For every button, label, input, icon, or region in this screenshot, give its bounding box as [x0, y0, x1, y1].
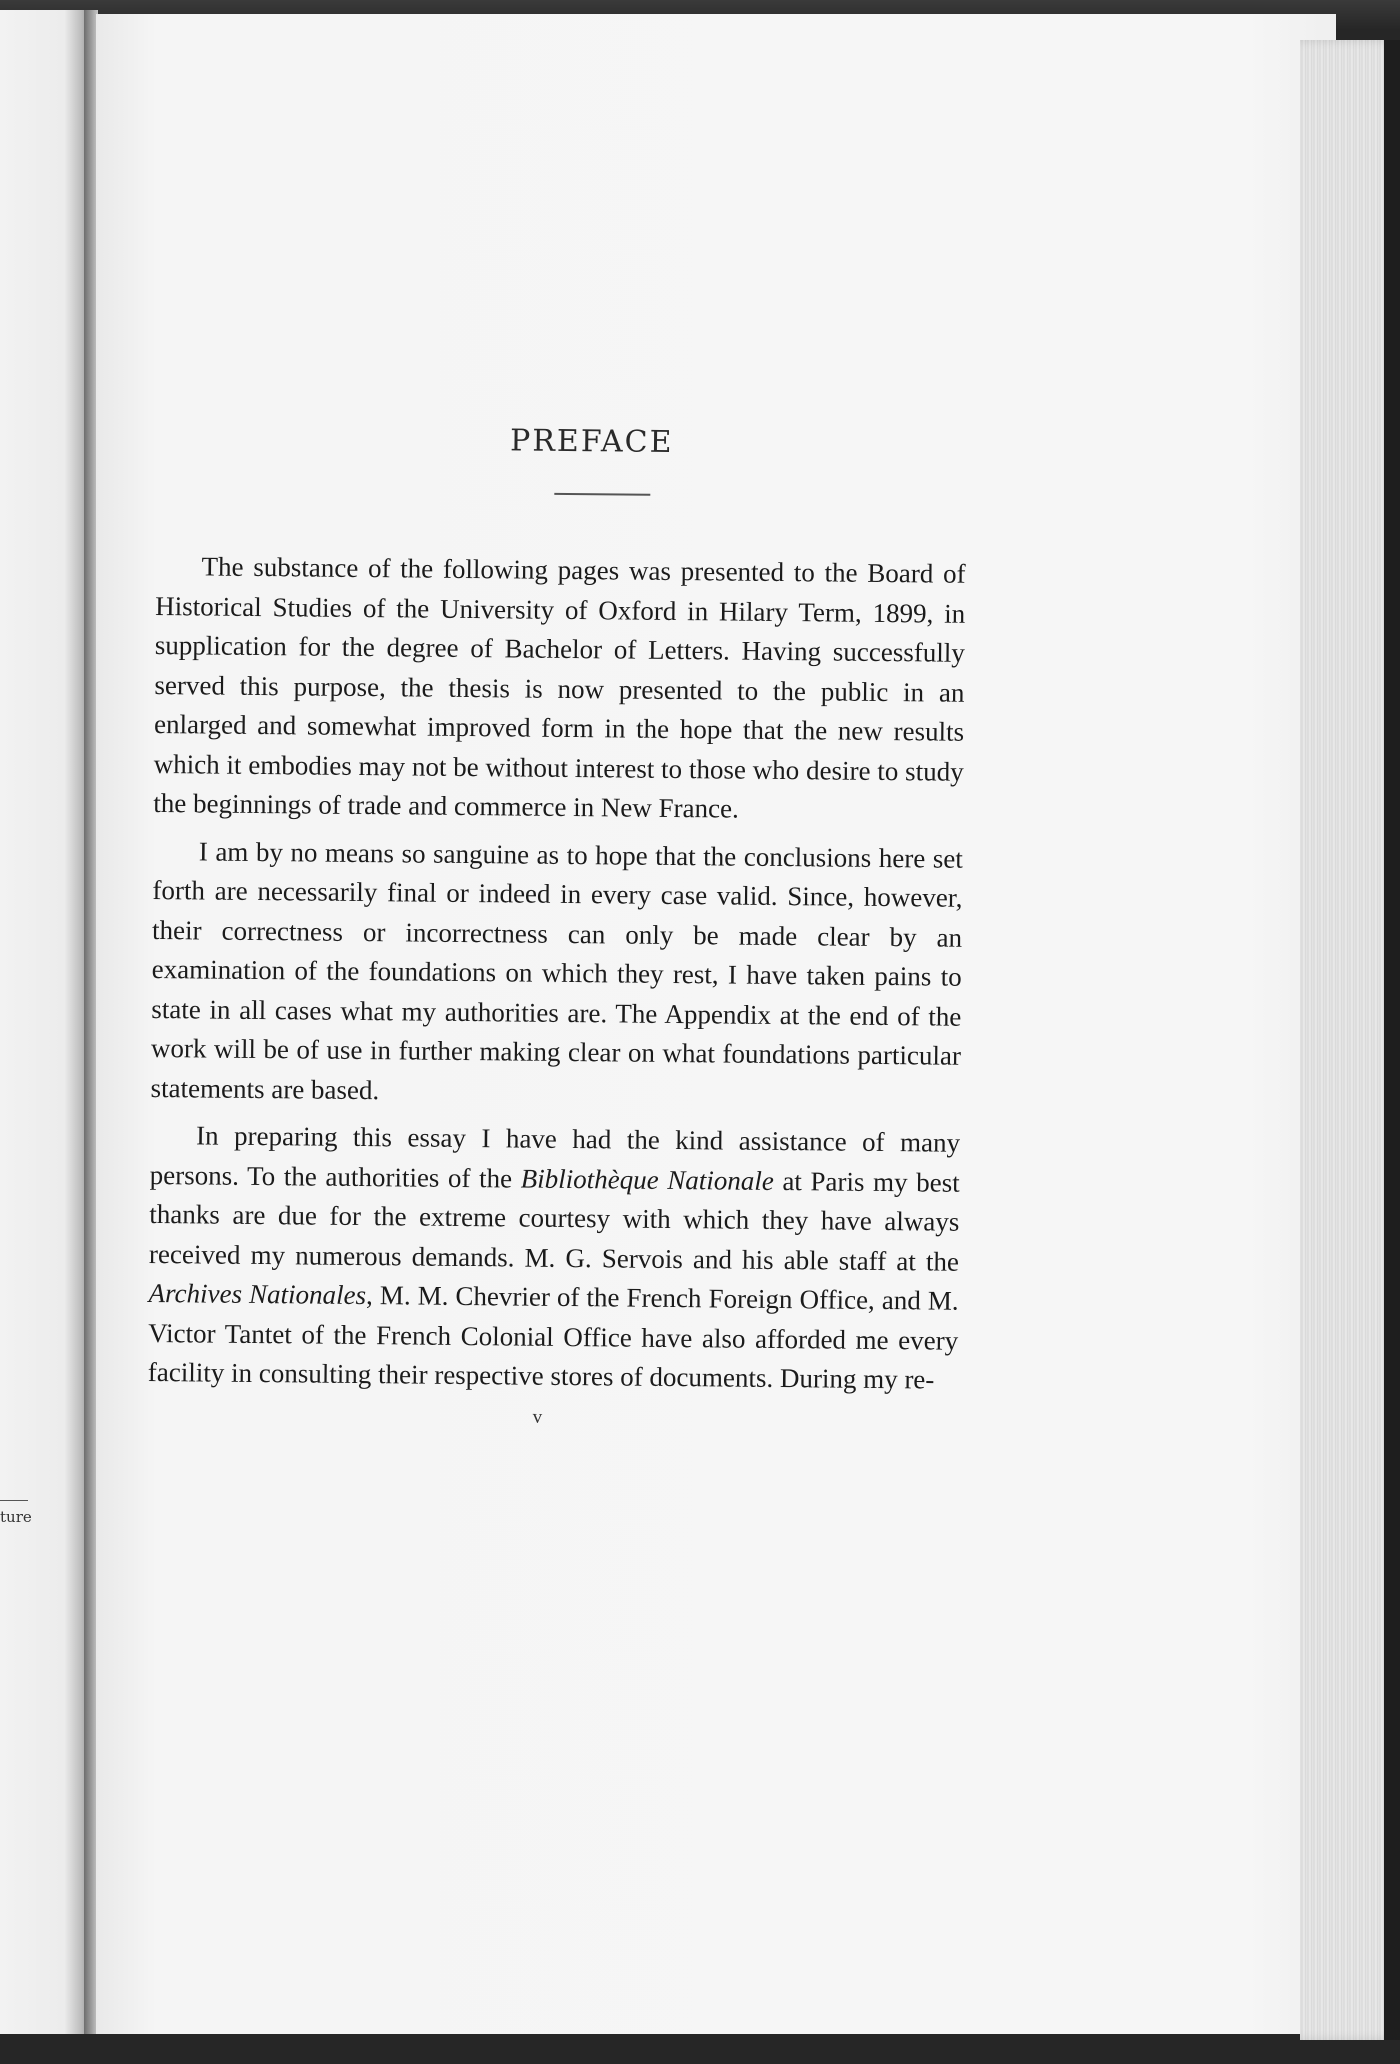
preface-text-block	[147, 420, 967, 1432]
facing-page-rule	[0, 1500, 28, 1501]
scan-border	[1384, 40, 1400, 2040]
text-run: at Paris my best thanks are due for the extreme courtesy with which they have always received my numerous demands. M. G. Servois and his able staff at the	[148, 1165, 960, 1277]
facing-page-text-fragment: ture	[0, 1508, 32, 1526]
facing-page	[0, 10, 92, 2034]
page-number: v	[532, 1406, 543, 1428]
title-rule	[554, 493, 650, 496]
text-run: , M. M. Chevrier of the French Foreign Office, and M. Victor Tantet of the French Colonial Office have also afforded me every facility in consulting their respective stores of documents. During my re-	[147, 1280, 959, 1395]
paragraph	[148, 1116, 961, 1400]
italic-run: Bibliothèque Nationale	[520, 1163, 774, 1196]
page-title: PREFACE	[509, 423, 674, 460]
text-run: I am by no means so sanguine as to hope that the conclusions here set forth are necessarily final or indeed in every case valid. Since, however, their correctness or incorrectness can only be made clear by an examination of the foundations on which they rest, I have taken pains to state in all cases what my authorities are. The Appendix at the end of the work will be of use in further making clear on what foundations particular statements are based.	[150, 835, 963, 1105]
paragraph	[153, 547, 966, 831]
text-run: The substance of the following pages was presented to the Board of Historical Studies of the University of Oxford in Hilary Term, 1899, in supplication for the degree of Bachelor of Letters. Having successfully served this purpose, the thesis is now presented to the public in an enlarged and somewhat improved form in the hope that the new results which it embodies may not be without interest to those who desire to study the beginnings of trade and commerce in New France.	[153, 551, 966, 824]
text-run: In preparing this essay I have had the kind assistance of many persons. To the authorities of the	[149, 1120, 961, 1194]
italic-run: Archives Nationales	[148, 1277, 367, 1311]
paragraph	[150, 831, 963, 1115]
